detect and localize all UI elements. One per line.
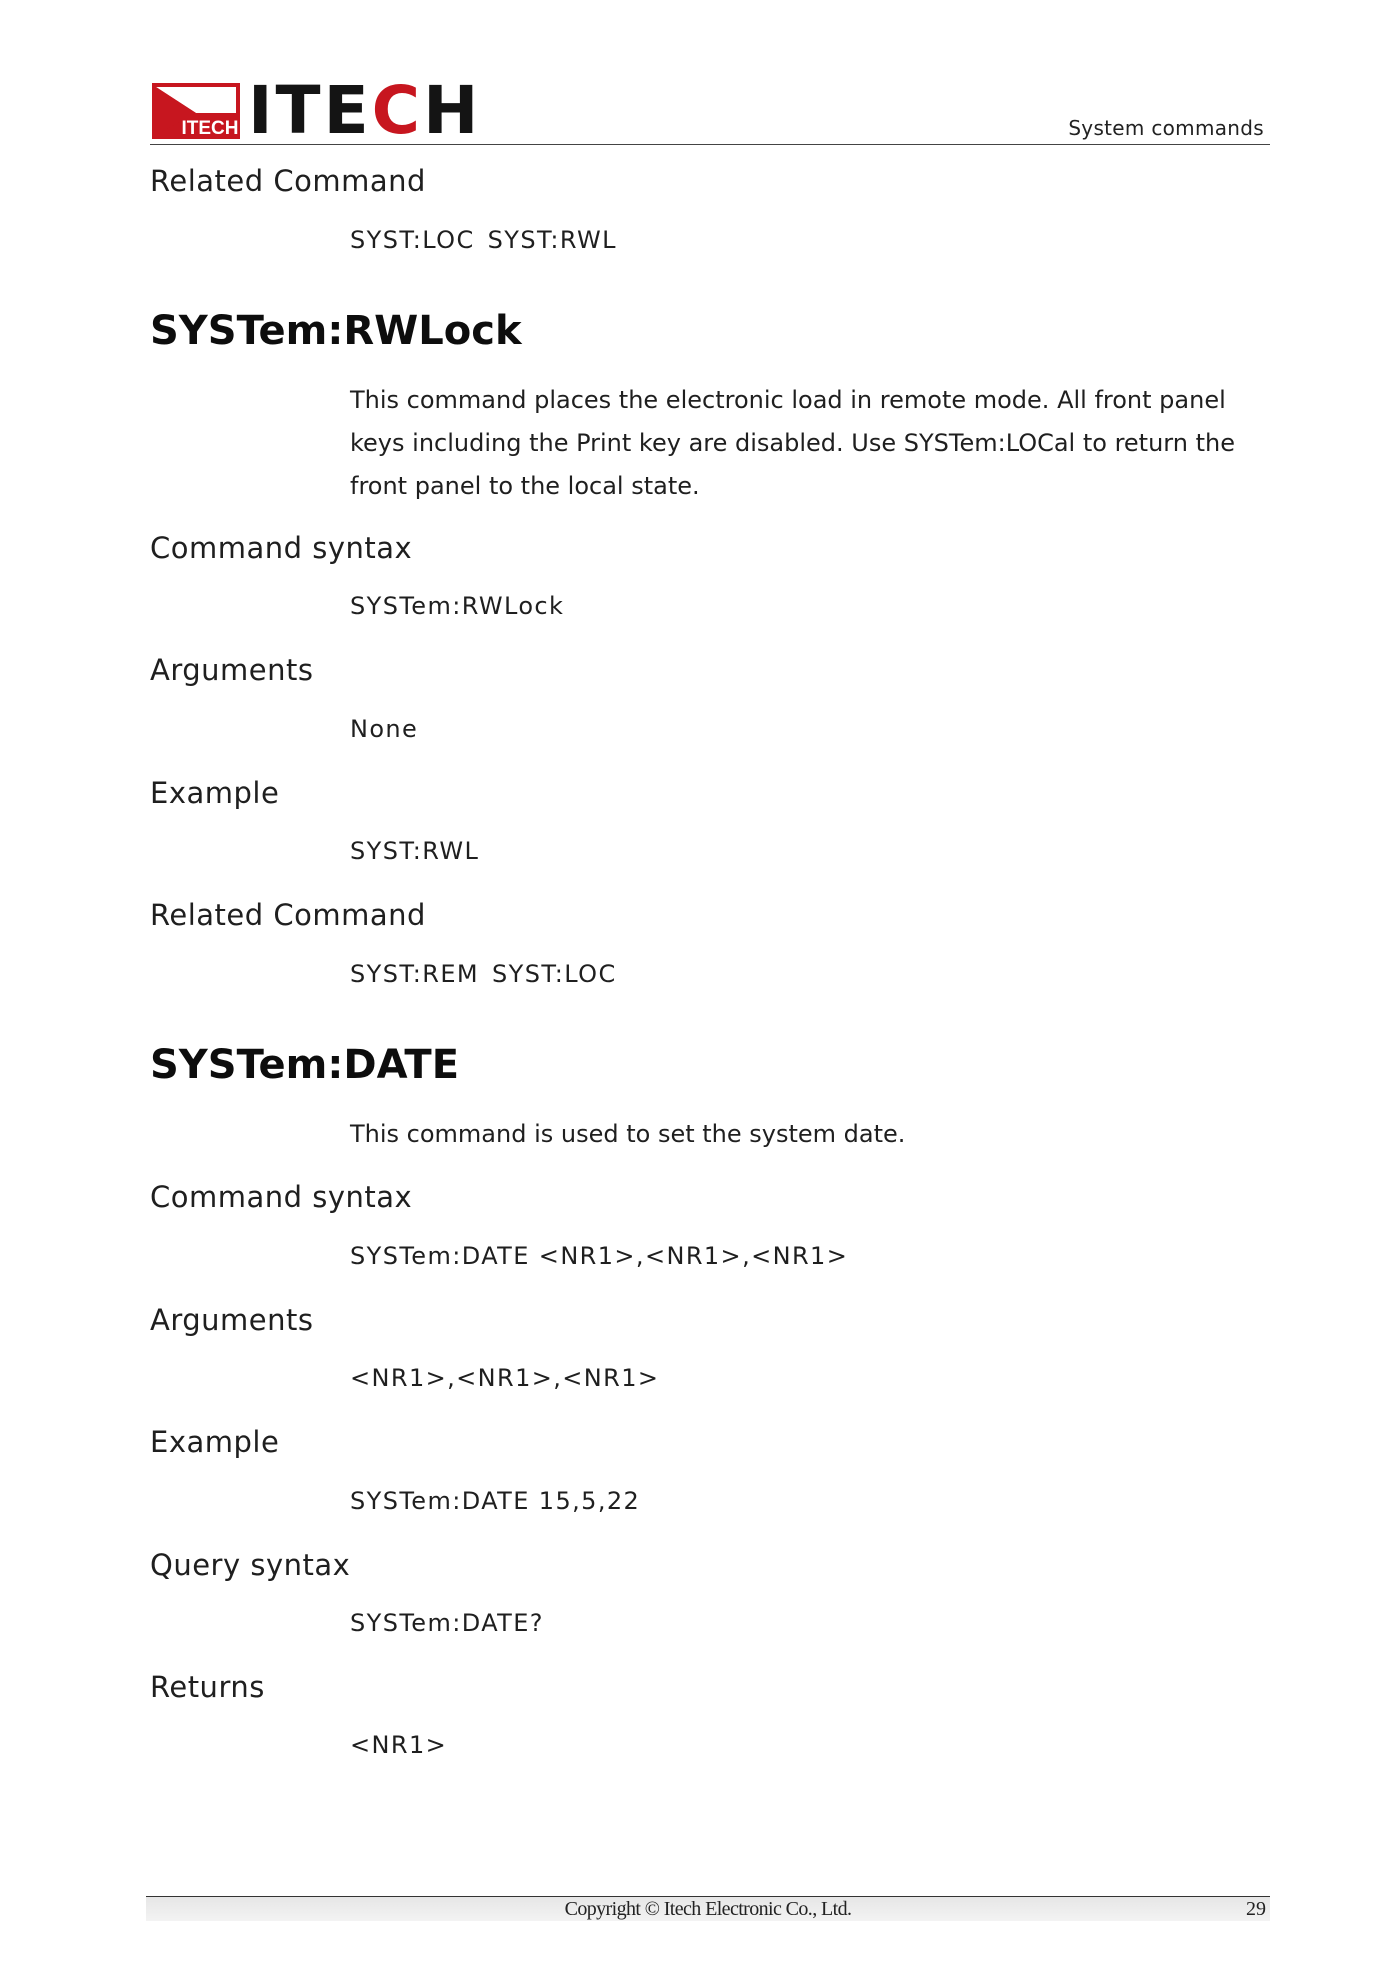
rwlock-syntax-value: SYSTem:RWLock <box>350 592 565 620</box>
rwlock-related-value: SYST:REM SYST:LOC <box>350 960 617 988</box>
date-arguments-label: Arguments <box>150 1303 314 1337</box>
rwlock-heading: SYSTem:RWLock <box>150 308 522 354</box>
logo-badge-text: ITECH <box>181 118 239 139</box>
footer-page-number: 29 <box>1246 1898 1266 1920</box>
rwlock-example-value: SYST:RWL <box>350 837 480 865</box>
date-query-label: Query syntax <box>150 1548 351 1582</box>
date-example-label: Example <box>150 1425 280 1459</box>
rwlock-related-label: Related Command <box>150 898 426 932</box>
logo-wordmark: ITECH <box>248 72 482 149</box>
page-footer <box>146 1896 1270 1921</box>
date-syntax-label: Command syntax <box>150 1180 413 1214</box>
rwlock-arguments-value: None <box>350 715 419 743</box>
date-returns-value: <NR1> <box>350 1731 448 1759</box>
itech-logo <box>152 72 482 149</box>
date-returns-label: Returns <box>150 1670 265 1704</box>
footer-copyright: Copyright © Itech Electronic Co., Ltd. <box>564 1898 852 1920</box>
date-arguments-value: <NR1>,<NR1>,<NR1> <box>350 1364 660 1392</box>
itech-logo-icon <box>152 83 240 139</box>
rwlock-example-label: Example <box>150 776 280 810</box>
page-header <box>150 72 1270 149</box>
related-command-label: Related Command <box>150 164 426 198</box>
rwlock-syntax-label: Command syntax <box>150 531 413 565</box>
date-query-value: SYSTem:DATE? <box>350 1609 544 1637</box>
date-syntax-value: SYSTem:DATE <NR1>,<NR1>,<NR1> <box>350 1242 849 1270</box>
date-heading: SYSTem:DATE <box>150 1042 460 1088</box>
section-title: System commands <box>1068 116 1264 140</box>
date-example-value: SYSTem:DATE 15,5,22 <box>350 1487 641 1515</box>
date-description: This command is used to set the system date. <box>350 1120 906 1148</box>
rwlock-description: This command places the electronic load in remote mode. All front panel keys including the Print key are disabled. Use SYSTem:LOCal to return the front panel to the local state. <box>350 386 1235 500</box>
related-command-value: SYST:LOC SYST:RWL <box>350 226 617 254</box>
rwlock-arguments-label: Arguments <box>150 653 314 687</box>
